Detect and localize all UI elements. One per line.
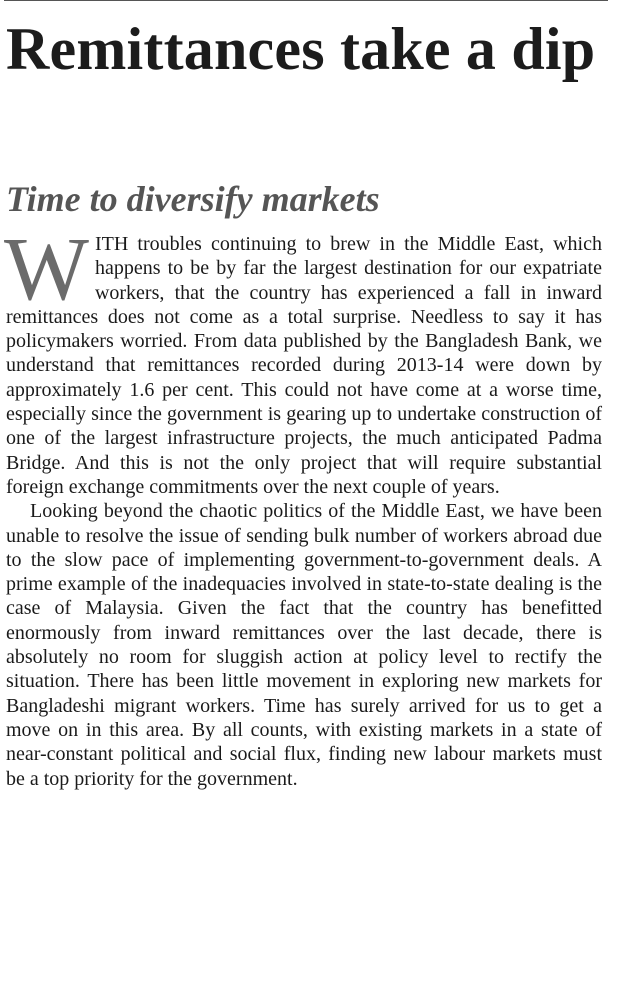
headline: Remittances take a dip bbox=[6, 16, 596, 82]
paragraph-1 bbox=[4, 220, 602, 499]
article-body bbox=[4, 220, 602, 791]
subheadline: Time to diversify markets bbox=[6, 179, 380, 219]
drop-cap: W bbox=[4, 220, 89, 319]
top-rule bbox=[4, 0, 608, 1]
paragraph-2: Looking beyond the chaotic politics of the Middle East, we have been unable to resolve the issue of sending bulk number of workers abroad due to the slow pace of implementing government-to-government deals. A prime example of the inadequacies involved in state-to-state dealing is the case of Malaysia. Given the fact that the country has benefitted enormously from inward remittances over the last decade, there is absolutely no room for sluggish action at policy level to rectify the situation. There has been little movement in exploring new markets for Bangladeshi migrant workers. Time has surely arrived for us to get a move on in this area. By all counts, with existing markets in a state of near-constant political and social flux, finding new labour markets must be a top priority for the government. bbox=[6, 500, 602, 790]
paragraph-1-text: ITH troubles continuing to brew in the Middle East, which happens to be by far the largest destination for our expatriate workers, that the country has experienced a fall in inward remittances does not come as a total surprise. Needless to say it has policymakers worried. From data published by the Bangladesh Bank, we understand that remittances recorded during 2013-14 were down by approximately 1.6 per cent. This could not have come at a worse time, especially since the government is gearing up to undertake construction of one of the largest infrastructure projects, the much anticipated Padma Bridge. And this is not the only project that will require substantial foreign exchange commitments over the next couple of years. bbox=[6, 233, 602, 498]
